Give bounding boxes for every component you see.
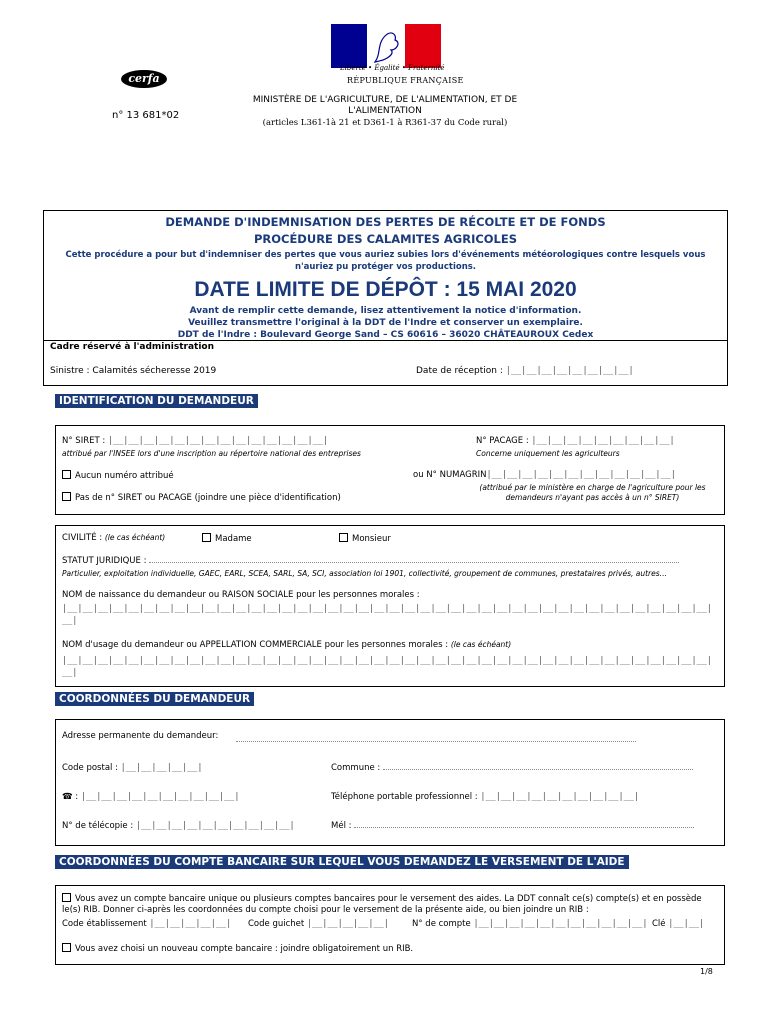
form-title: DEMANDE D'INDEMNISATION DES PERTES DE RÉCOLTE ET DE FONDS bbox=[165, 215, 606, 229]
phone-field[interactable]: |__|__|__|__|__|__|__|__|__|__| bbox=[80, 792, 240, 802]
monsieur-checkbox[interactable] bbox=[339, 533, 348, 542]
notice-instruction: Avant de remplir cette demande, lisez attentivement la notice d'information. bbox=[189, 306, 582, 316]
transmit-instruction: Veuillez transmettre l'original à la DDT de l'Indre et conserver un exemplaire. bbox=[188, 318, 583, 328]
mobile-label: Téléphone portable professionnel : bbox=[331, 792, 478, 802]
siret-label: N° SIRET : bbox=[62, 436, 106, 446]
bank-new-label: Vous avez choisi un nouveau compte bancaire : joindre obligatoirement un RIB. bbox=[75, 944, 414, 954]
cerfa-logo: cerfa bbox=[121, 70, 167, 88]
statut-field[interactable] bbox=[149, 562, 679, 563]
admin-reserved-label: Cadre réservé à l'administration bbox=[50, 342, 215, 352]
title-block bbox=[44, 214, 727, 341]
flag-red-band bbox=[405, 24, 441, 68]
cle-field[interactable]: |__|__| bbox=[668, 919, 705, 929]
bank-existing-checkbox[interactable] bbox=[62, 893, 71, 902]
mel-row bbox=[331, 821, 694, 831]
compte-field[interactable]: |__|__|__|__|__|__|__|__|__|__|__| bbox=[473, 919, 648, 929]
statut-row bbox=[62, 556, 679, 566]
no-number-checkbox[interactable] bbox=[62, 470, 71, 479]
code-postal-label: Code postal : bbox=[62, 763, 118, 773]
numagrin-field[interactable]: |__|__|__|__|__|__|__|__|__|__|__|__| bbox=[486, 470, 676, 480]
marianne-logo bbox=[331, 24, 441, 68]
madame-checkbox[interactable] bbox=[202, 533, 211, 542]
madame-label: Madame bbox=[215, 534, 252, 544]
civilite-label: CIVILITÉ : bbox=[62, 533, 103, 543]
phone-icon: ☎ bbox=[62, 792, 73, 802]
procedure-title: PROCÉDURE DES CALAMITES AGRICOLES bbox=[253, 232, 518, 246]
fax-row bbox=[62, 821, 295, 831]
madame-option[interactable] bbox=[202, 533, 252, 544]
code-postal-row bbox=[62, 763, 203, 773]
adresse-field[interactable] bbox=[236, 731, 636, 742]
nom-usage-row bbox=[62, 640, 511, 650]
reception-date-field[interactable]: |__|__|__|__|__|__|__|__| bbox=[505, 366, 634, 376]
flag-blue-band bbox=[331, 24, 367, 68]
no-siret-label: Pas de n° SIRET ou PACAGE (joindre une pièce d'identification) bbox=[75, 493, 341, 503]
civilite-hint: (le cas échéant) bbox=[104, 533, 166, 542]
deadline: DATE LIMITE DE DÉPÔT : 15 MAI 2020 bbox=[194, 278, 577, 301]
bank-codes-row bbox=[62, 919, 231, 929]
siret-field[interactable]: |__|__|__|__|__|__|__|__|__|__|__|__|__|__| bbox=[107, 436, 329, 446]
numagrin-label: ou N° NUMAGRIN bbox=[413, 470, 487, 480]
bank-existing-label: Vous avez un compte bancaire unique ou plusieurs comptes bancaires pour le versement des aides. La DDT connaît ce(s) compte(s) et en possède le(s) RIB. Donner ci-après les coordonnées du compte choisi pour le versement de la présente aide, ou bien joindre un RIB : bbox=[62, 894, 702, 915]
mobile-row bbox=[331, 792, 639, 802]
marianne-profile-icon bbox=[367, 24, 405, 68]
nom-usage-label: NOM d'usage du demandeur ou APPELLATION COMMERCIALE pour les personnes morales : bbox=[62, 640, 449, 650]
guichet-label: Code guichet bbox=[248, 919, 305, 929]
monsieur-label: Monsieur bbox=[352, 534, 391, 544]
civilite-row bbox=[62, 533, 165, 543]
numagrin-hint: (attribué par le ministère en charge de l'agriculture pour les demandeurs n'ayant pas accès à un n° SIRET) bbox=[479, 483, 706, 502]
mel-label: Mél : bbox=[331, 821, 352, 831]
pacage-row bbox=[476, 436, 675, 446]
siret-row bbox=[62, 436, 328, 446]
fax-field[interactable]: |__|__|__|__|__|__|__|__|__|__| bbox=[135, 821, 295, 831]
bank-option-existing[interactable] bbox=[62, 893, 718, 916]
reception-date-label: Date de réception : bbox=[416, 366, 503, 376]
mobile-field[interactable]: |__|__|__|__|__|__|__|__|__|__| bbox=[480, 792, 640, 802]
etab-label: Code établissement bbox=[62, 919, 147, 929]
ministry-name: MINISTÈRE DE L'AGRICULTURE, DE L'ALIMENTATION, ET DE L'ALIMENTATION bbox=[252, 95, 518, 116]
no-number-option[interactable] bbox=[62, 470, 174, 481]
section-banque: COORDONNÉES DU COMPTE BANCAIRE SUR LEQUEL VOUS DEMANDEZ LE VERSEMENT DE L'AIDE bbox=[55, 855, 629, 869]
sinistre-label: Sinistre : Calamités sécheresse 2019 bbox=[50, 366, 217, 376]
nom-usage-field-tail[interactable]: __| bbox=[62, 668, 78, 678]
statut-hint: Particulier, exploitation individuelle, GAEC, EARL, SCEA, SARL, SA, SCI, association loi 1901, collectivité, groupement de communes, prestataires privés, autres… bbox=[62, 569, 668, 578]
fax-label: N° de télécopie : bbox=[62, 821, 134, 831]
code-postal-field[interactable]: |__|__|__|__|__| bbox=[120, 763, 203, 773]
mel-field[interactable] bbox=[354, 827, 694, 828]
phone-label: : bbox=[75, 792, 79, 802]
section-coordonnees: COORDONNÉES DU DEMANDEUR bbox=[55, 692, 254, 706]
no-siret-checkbox[interactable] bbox=[62, 492, 71, 501]
commune-field[interactable] bbox=[383, 769, 693, 770]
cle-label: Clé bbox=[652, 919, 666, 929]
guichet-field[interactable]: |__|__|__|__|__| bbox=[306, 919, 389, 929]
republic-motto: Liberté • Égalité • Fraternité bbox=[340, 64, 445, 72]
monsieur-option[interactable] bbox=[339, 533, 391, 544]
commune-label: Commune : bbox=[331, 763, 381, 773]
form-number: n° 13 681*02 bbox=[112, 110, 180, 121]
phone-row bbox=[62, 792, 240, 802]
commune-row bbox=[331, 763, 693, 773]
bank-new-checkbox[interactable] bbox=[62, 943, 71, 952]
procedure-description: Cette procédure a pour but d'indemniser des pertes que vous auriez subies lors d'événements météorologiques contre lesquels vous n'auriez pu protéger vos productions. bbox=[65, 250, 706, 272]
legal-articles: (articles L361-1à 21 et D361-1 à R361-37 du Code rural) bbox=[262, 118, 508, 128]
etab-field[interactable]: |__|__|__|__|__| bbox=[149, 919, 232, 929]
no-number-label: Aucun numéro attribué bbox=[75, 471, 174, 481]
republique-francaise: RÉPUBLIQUE FRANÇAISE bbox=[347, 76, 464, 85]
siret-hint: attribué par l'INSEE lors d'une inscription au répertoire national des entreprises bbox=[62, 449, 361, 458]
pacage-field[interactable]: |__|__|__|__|__|__|__|__|__| bbox=[531, 436, 675, 446]
nom-usage-field[interactable]: |__|__|__|__|__|__|__|__|__|__|__|__|__|__|__|__|__|__|__|__|__|__|__|__|__|__|__|__|__|__|__|__|__|__|__|__|__|__|__|__|__|__| bbox=[62, 656, 712, 666]
admin-divider bbox=[43, 340, 727, 341]
page-number: 1/8 bbox=[700, 967, 713, 976]
nom-naissance-label: NOM de naissance du demandeur ou RAISON SOCIALE pour les personnes morales : bbox=[62, 590, 420, 600]
reception-date bbox=[416, 366, 634, 376]
nom-naissance-field[interactable]: |__|__|__|__|__|__|__|__|__|__|__|__|__|__|__|__|__|__|__|__|__|__|__|__|__|__|__|__|__|__|__|__|__|__|__|__|__|__|__|__|__|__| bbox=[62, 604, 712, 614]
compte-row bbox=[412, 919, 647, 929]
nom-naissance-field-tail[interactable]: __| bbox=[62, 616, 78, 626]
guichet-row bbox=[248, 919, 389, 929]
compte-label: N° de compte bbox=[412, 919, 471, 929]
no-siret-option[interactable] bbox=[62, 492, 341, 503]
numagrin-row bbox=[413, 470, 676, 480]
statut-label: STATUT JURIDIQUE : bbox=[62, 556, 147, 566]
adresse-label: Adresse permanente du demandeur: bbox=[62, 731, 219, 741]
section-identification: IDENTIFICATION DU DEMANDEUR bbox=[55, 394, 258, 408]
pacage-label: N° PACAGE : bbox=[476, 436, 529, 446]
ddt-address: DDT de l'Indre : Boulevard George Sand – CS 60616 – 36020 CHÂTEAUROUX Cedex bbox=[177, 330, 594, 340]
cle-row bbox=[652, 919, 704, 929]
pacage-hint: Concerne uniquement les agriculteurs bbox=[476, 449, 620, 458]
bank-option-new[interactable] bbox=[62, 943, 413, 954]
nom-usage-hint: (le cas échéant) bbox=[450, 640, 512, 649]
